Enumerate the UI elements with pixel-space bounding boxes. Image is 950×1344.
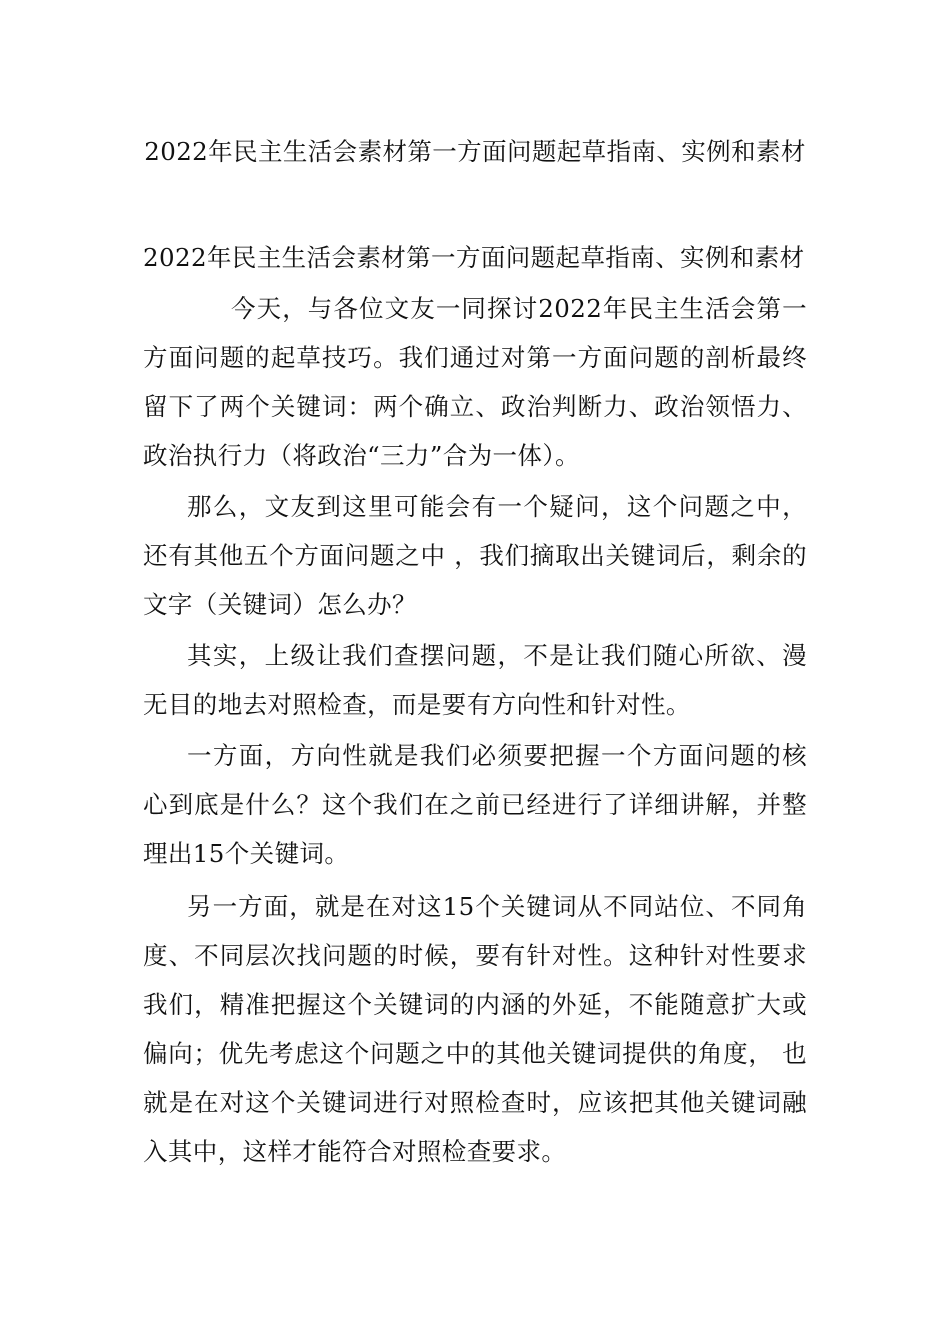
document-title: 2022年民主生活会素材第一方面问题起草指南、实例和素材 xyxy=(144,137,806,166)
paragraph: 一方面，方向性就是我们必须要把握一个方面问题的核心到底是什么？这个我们在之前已经进行了详细讲解，并整理出15个关键词。 xyxy=(143,741,807,868)
paragraph: 其实，上级让我们查摆问题，不是让我们随心所欲、漫无目的地去对照检查，而是要有方向性和针对性。 xyxy=(143,641,807,719)
paragraph: 另一方面，就是在对这15个关键词从不同站位、不同角度、不同层次找问题的时候，要有针对性。这种针对性要求我们，精准把握这个关键词的内涵的外延，不能随意扩大或偏向；优先考虑这个问题之中的其他关键词提供的角度， 也就是在对这个关键词进行对照检查时，应该把其他关键词融入其中，这样才能符合对照检查要求。 xyxy=(143,892,807,1166)
paragraph: 那么，文友到这里可能会有一个疑问，这个问题之中，还有其他五个方面问题之中 ，我们摘取出关键词后，剩余的文字（关键词）怎么办？ xyxy=(143,492,807,619)
document-subtitle: 2022年民主生活会素材第一方面问题起草指南、实例和素材 xyxy=(143,243,805,272)
paragraph: 今天，与各位文友一同探讨2022年民主生活会第一方面问题的起草技巧。我们通过对第一方面问题的剖析最终留下了两个关键词：两个确立、政治判断力、政治领悟力、政治执行力（将政治“三力”合为一体）。 xyxy=(143,294,807,470)
document-body xyxy=(143,233,807,1176)
